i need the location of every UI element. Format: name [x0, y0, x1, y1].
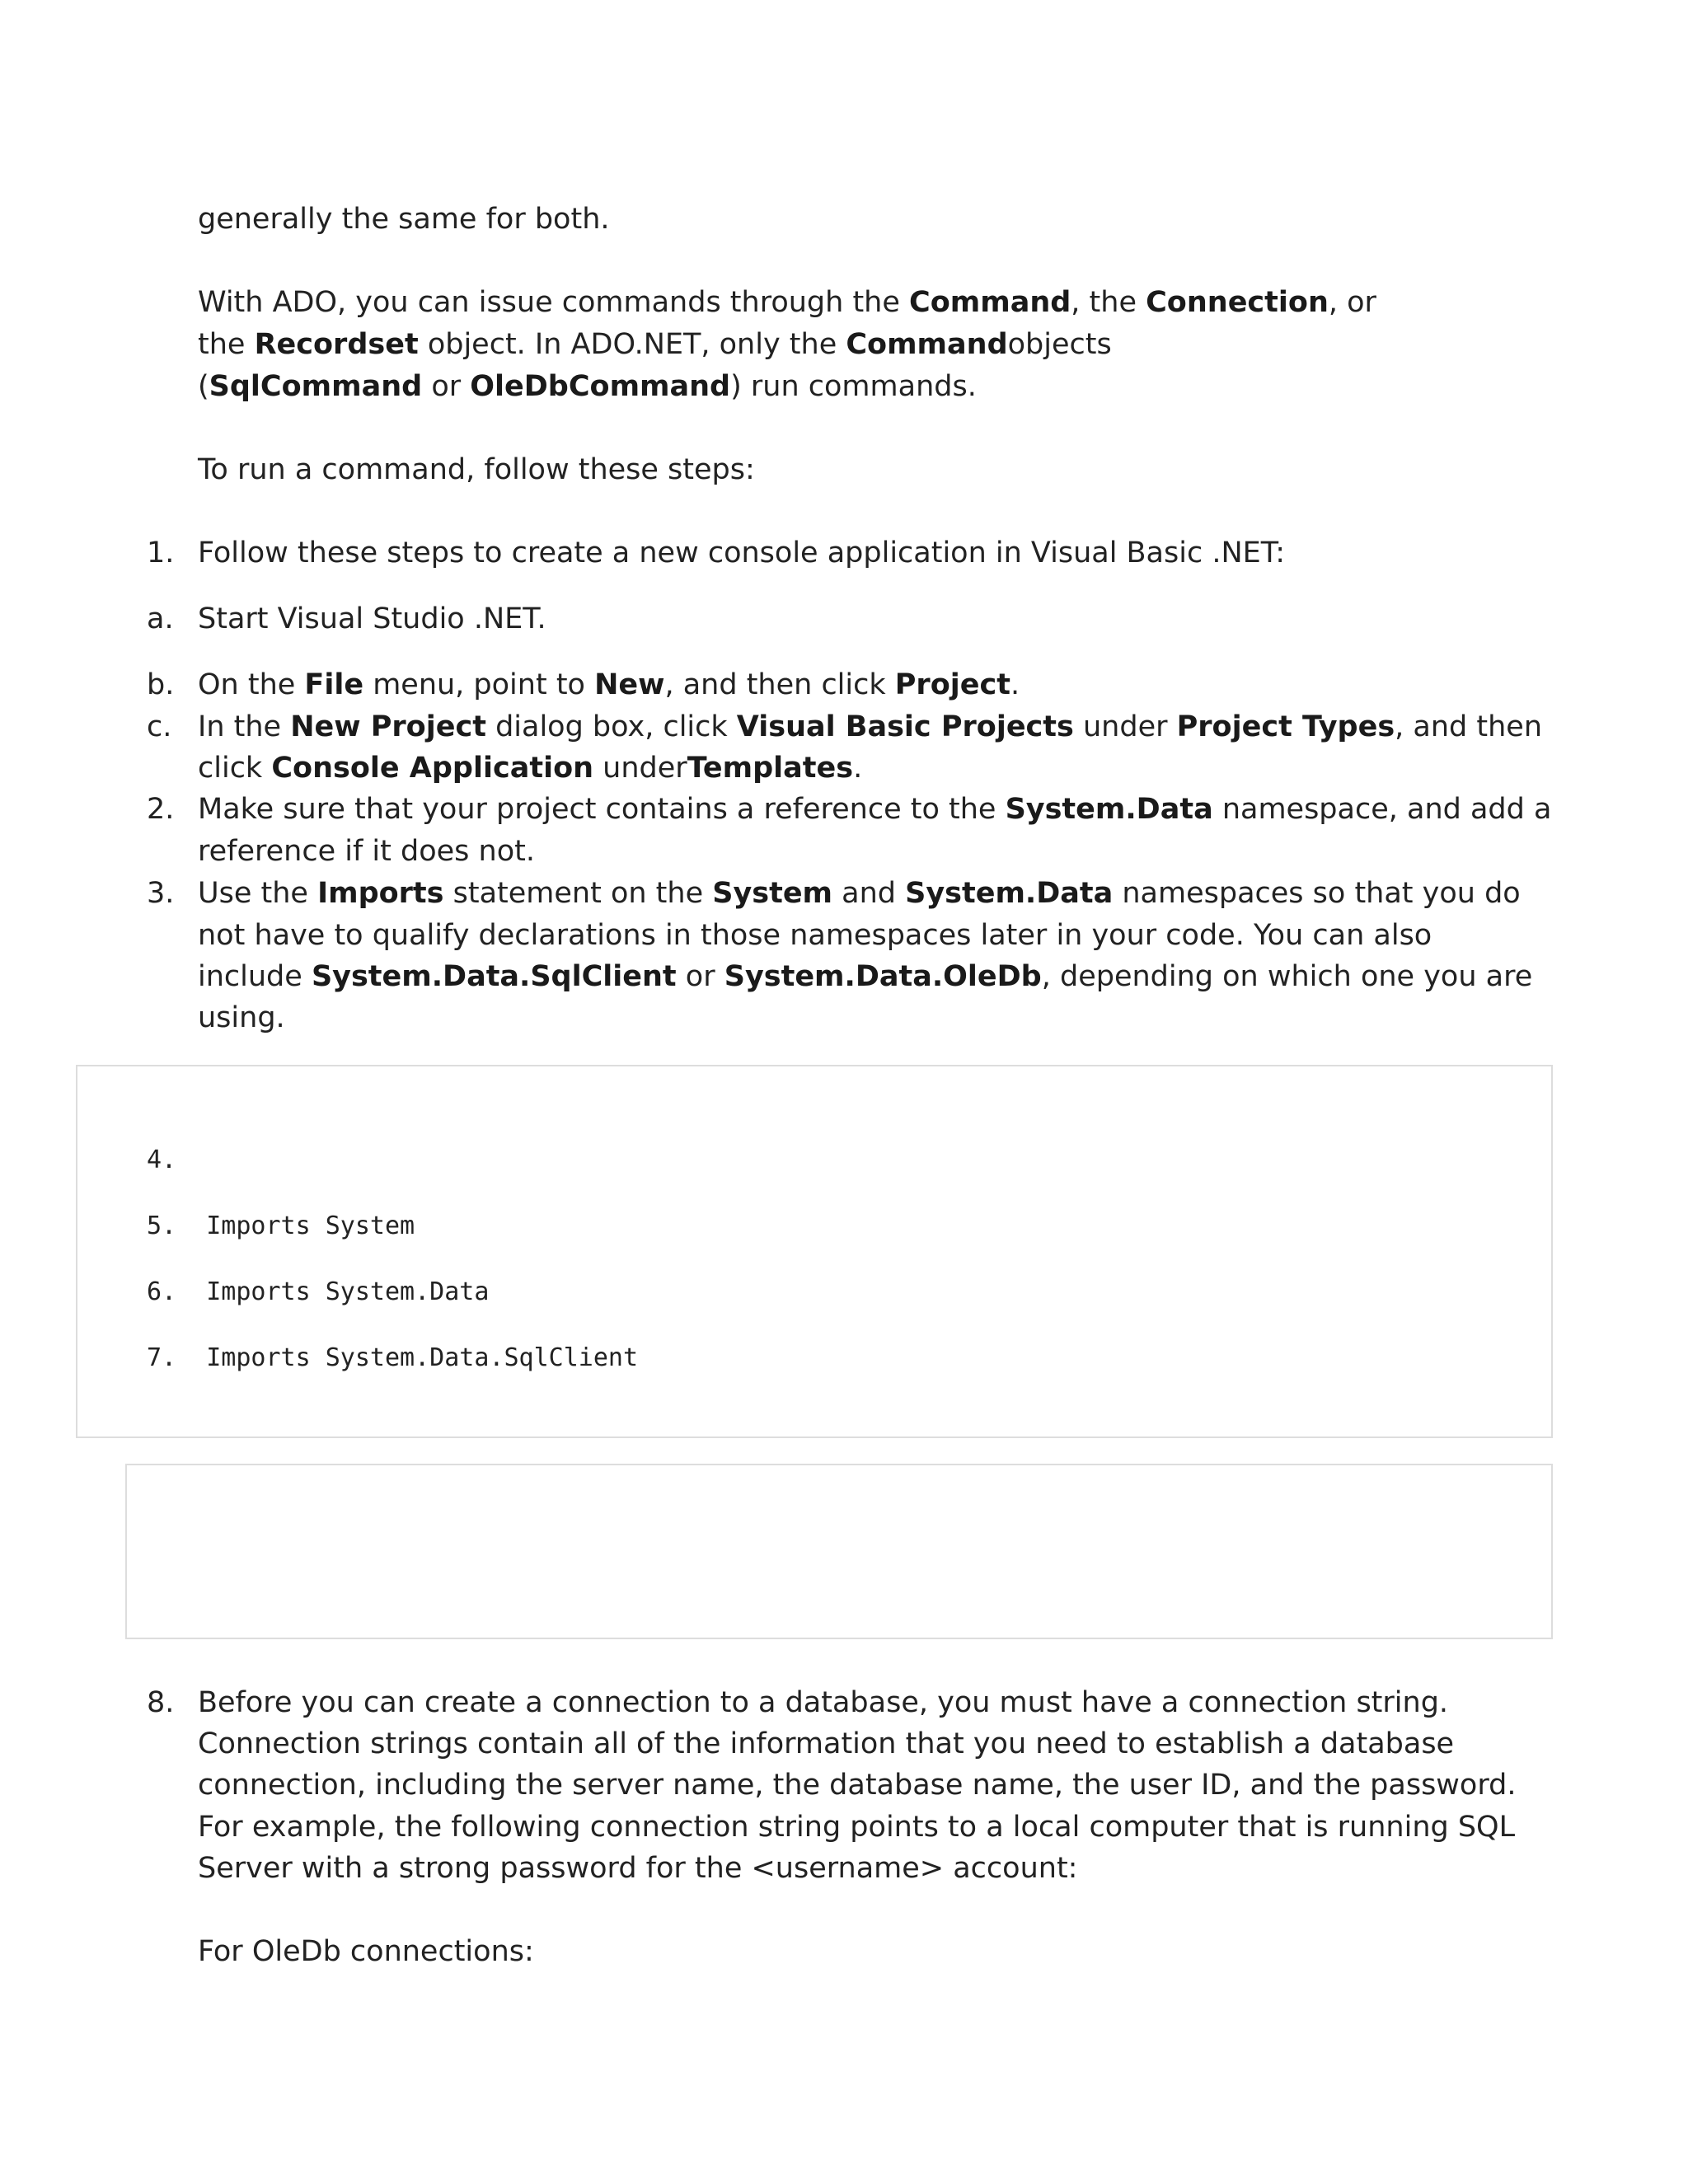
- step-8-line5: Server with a strong password for the <username> account:: [198, 1852, 1078, 1885]
- step-c-text-line2: click Console Application underTemplates.: [198, 752, 863, 785]
- step-letter: b.: [147, 668, 175, 701]
- step-3-text-line1: Use the Imports statement on the System and System.Data namespaces so that you do: [198, 877, 1521, 910]
- step-c-text-line1: In the New Project dialog box, click Visual Basic Projects under Project Types, and then: [198, 710, 1543, 743]
- step-8-line3: connection, including the server name, the database name, the user ID, and the password.: [198, 1769, 1517, 1802]
- recordset-term: Recordset: [254, 328, 419, 361]
- intro-line: generally the same for both.: [198, 203, 610, 236]
- step-letter: c.: [147, 710, 172, 743]
- step-3-text-line2: not have to qualify declarations in those namespaces later in your code. You can also: [198, 919, 1432, 952]
- oledb-connections-heading: For OleDb connections:: [198, 1935, 534, 1968]
- step-number: 8.: [147, 1686, 175, 1719]
- step-number: 3.: [147, 877, 175, 910]
- code-line: 5. Imports System: [147, 1212, 415, 1240]
- step-number: 1.: [147, 537, 175, 569]
- step-3-text-line3: include System.Data.SqlClient or System.Data.OleDb, depending on which one you are: [198, 960, 1533, 993]
- step-number: 2.: [147, 793, 175, 826]
- oledbcommand-term: OleDbCommand: [470, 370, 731, 403]
- steps-intro: To run a command, follow these steps:: [198, 453, 755, 486]
- command-term: Command: [909, 286, 1071, 319]
- empty-code-block: [125, 1464, 1553, 1639]
- code-line: 4.: [147, 1146, 177, 1174]
- ado-paragraph-line2: the Recordset object. In ADO.NET, only the Commandobjects: [198, 328, 1112, 361]
- step-8-line2: Connection strings contain all of the information that you need to establish a database: [198, 1727, 1455, 1760]
- command-objects-term: Command: [846, 328, 1008, 361]
- step-3-text-line4: using.: [198, 1001, 285, 1034]
- code-line: 6. Imports System.Data: [147, 1277, 490, 1306]
- ado-paragraph-line1: With ADO, you can issue commands through the Command, the Connection, or: [198, 286, 1376, 319]
- step-8-line1: Before you can create a connection to a database, you must have a connection string.: [198, 1686, 1449, 1719]
- step-2-text-line2: reference if it does not.: [198, 835, 535, 868]
- step-b-text: On the File menu, point to New, and then click Project.: [198, 668, 1020, 701]
- ado-paragraph-line3: (SqlCommand or OleDbCommand) run commands.: [198, 370, 977, 403]
- step-8-line4: For example, the following connection string points to a local computer that is running SQL: [198, 1811, 1516, 1844]
- sqlcommand-term: SqlCommand: [209, 370, 423, 403]
- connection-term: Connection: [1146, 286, 1329, 319]
- step-1-text: Follow these steps to create a new console application in Visual Basic .NET:: [198, 537, 1286, 569]
- code-line: 7. Imports System.Data.SqlClient: [147, 1343, 639, 1372]
- step-2-text-line1: Make sure that your project contains a reference to the System.Data namespace, and add a: [198, 793, 1552, 826]
- step-letter: a.: [147, 602, 174, 635]
- step-a-text: Start Visual Studio .NET.: [198, 602, 546, 635]
- code-block: [76, 1065, 1553, 1438]
